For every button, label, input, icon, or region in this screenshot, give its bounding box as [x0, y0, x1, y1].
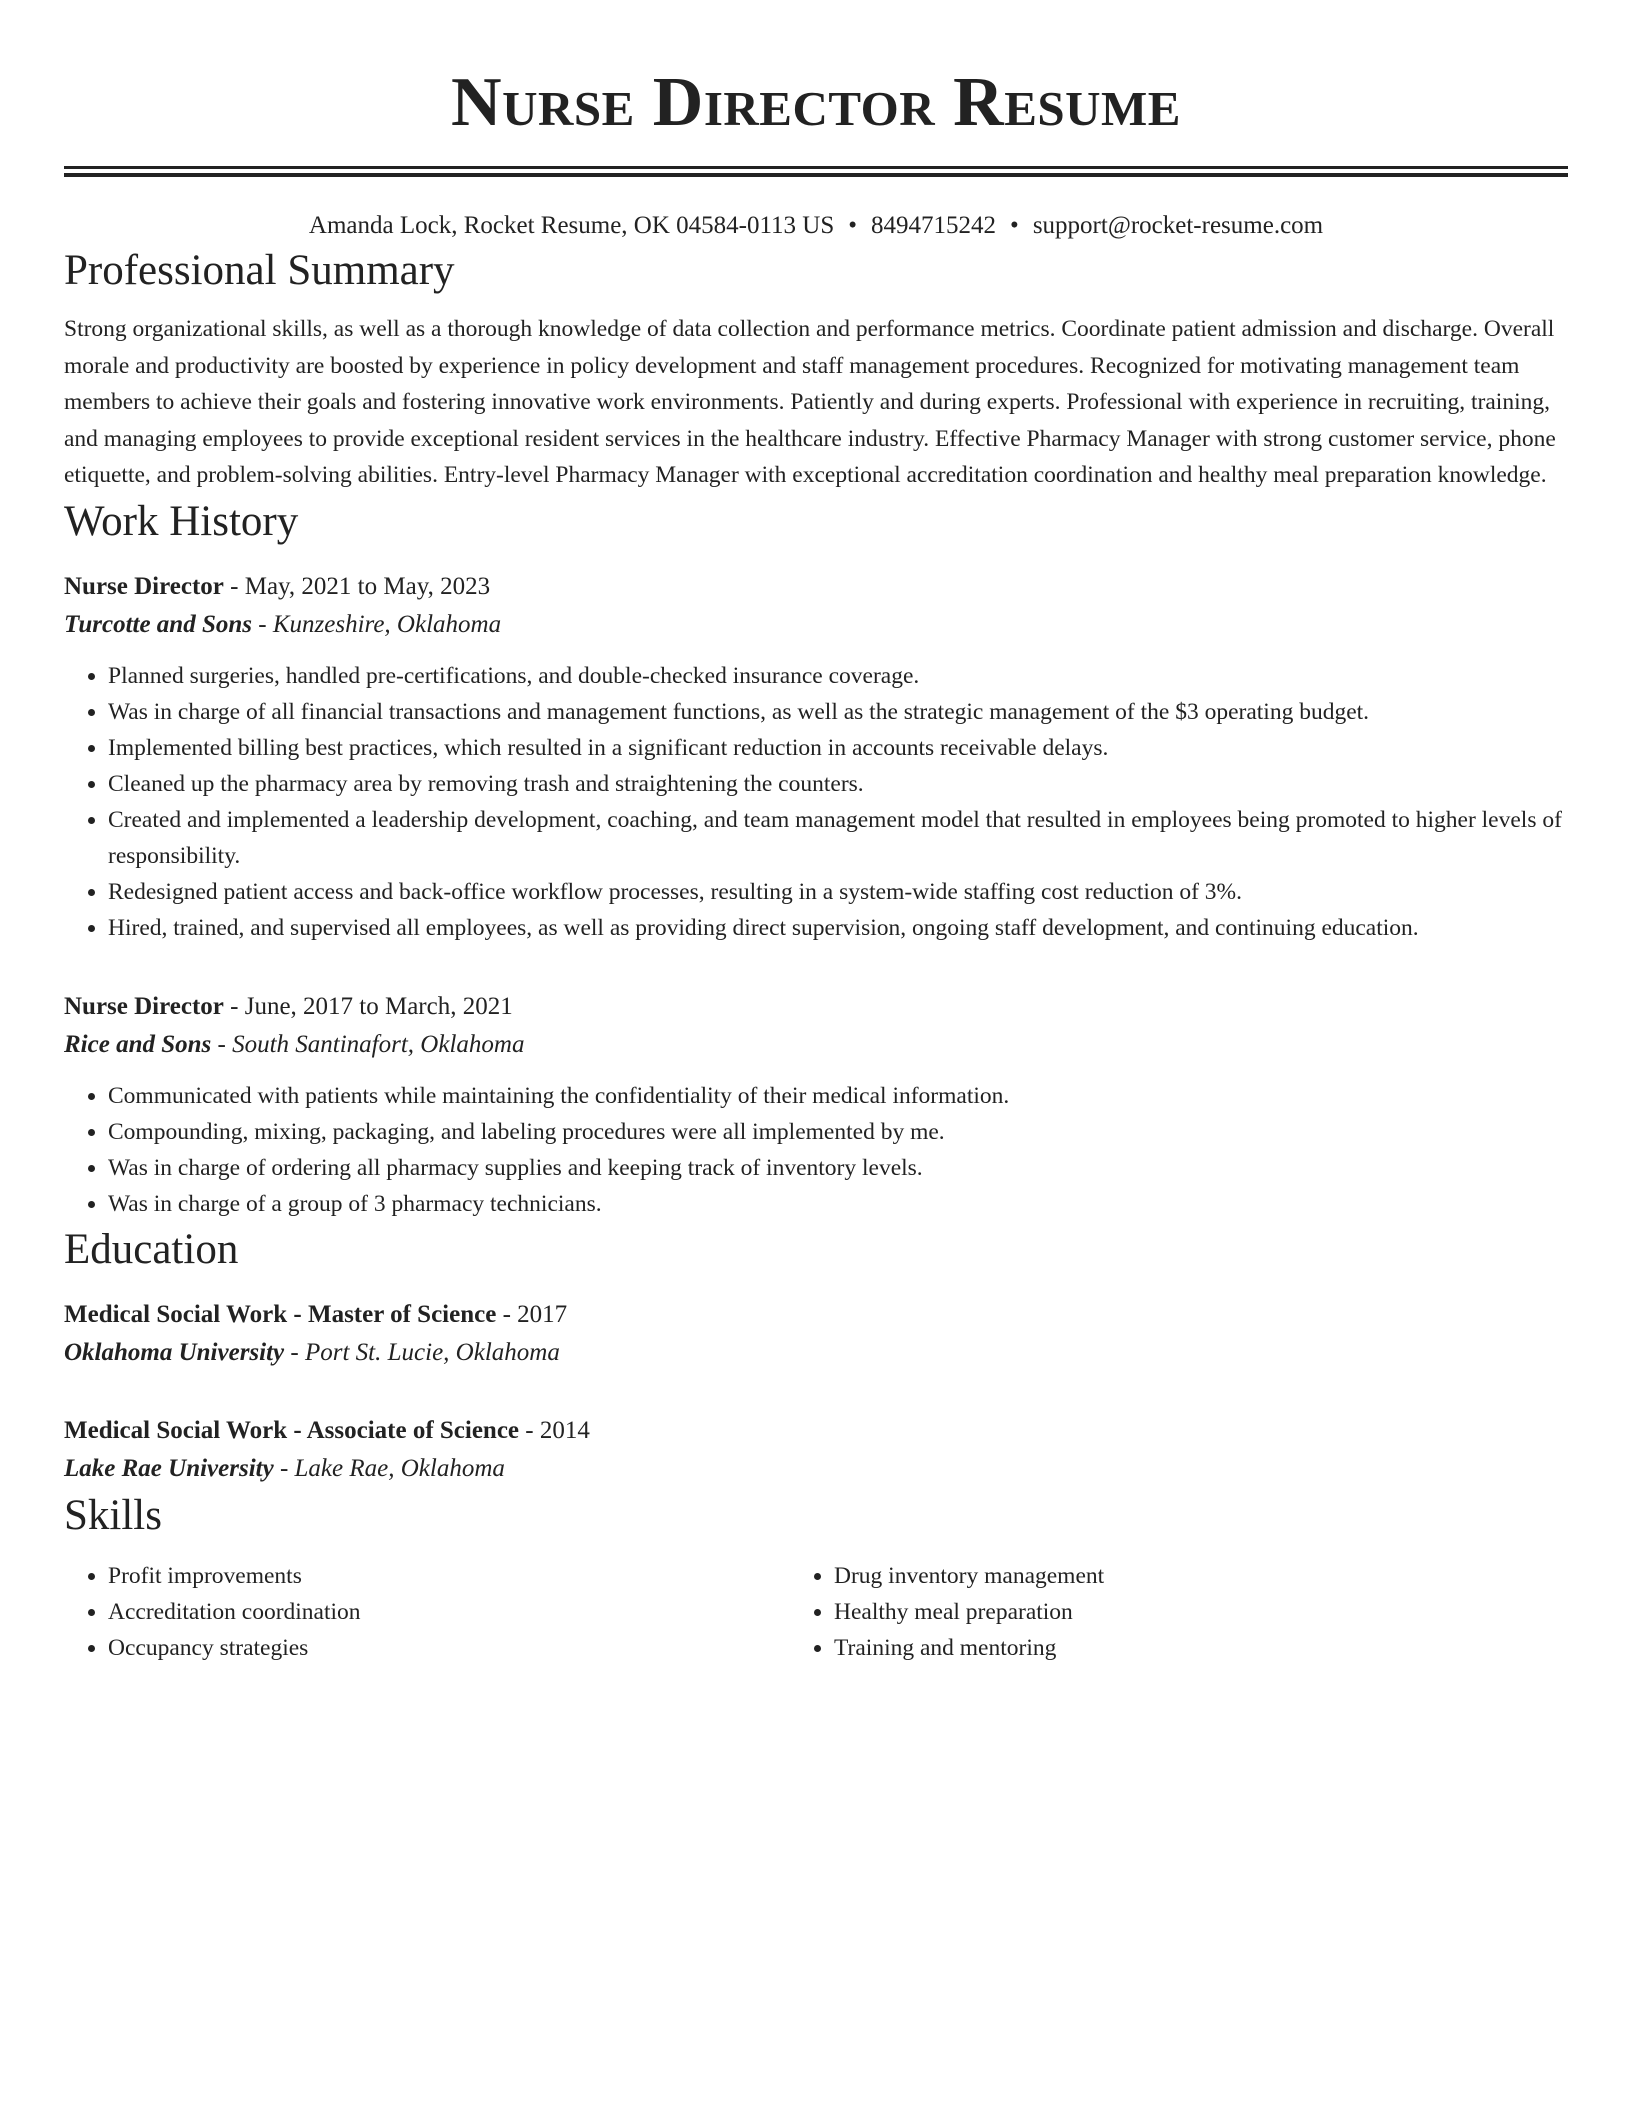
job-title-line [64, 988, 1568, 1026]
job-title: Nurse Director [64, 992, 224, 1020]
list-item: • Redesigned patient access and back-office workflow processes, resulting in a system-wide staffing cost reduction of 3%. [108, 874, 1568, 910]
degree-line [64, 1412, 1568, 1450]
work-history-heading: Work History [64, 497, 299, 545]
skill-item: • Training and mentoring [834, 1630, 1464, 1666]
job-duties-list [64, 658, 1568, 946]
job-company-line [64, 606, 1568, 644]
job-company: Turcotte and Sons [64, 610, 253, 638]
contact-line [64, 209, 1568, 243]
contact-email: support@rocket-resume.com [1032, 212, 1324, 239]
skill-item: • Accreditation coordination [108, 1594, 764, 1630]
contact-address: Amanda Lock, Rocket Resume, OK 04584-0113 US [308, 212, 835, 239]
list-item: • Created and implemented a leadership development, coaching, and team management model that resulted in employees being promoted to higher levels of responsibility. [108, 802, 1568, 874]
summary-text: Strong organizational skills, as well as a thorough knowledge of data collection and performance metrics. Coordinate patient admission and discharge. Overall morale and productivity are boosted by experience in policy development and staff management procedures. Recognized for motivating management team members to achieve their goals and fostering innovative work environments. Patiently and during experts. Professional with experience in recruiting, training, and managing employees to provide exceptional resident services in the healthcare industry. Effective Pharmacy Manager with strong customer service, phone etiquette, and problem-solving abilities. Entry-level Pharmacy Manager with exceptional accreditation coordination and healthy meal preparation knowledge. [64, 316, 1556, 488]
skills-column-left [64, 1558, 764, 1666]
degree: Medical Social Work - Associate of Science [64, 1416, 520, 1444]
list-item: • Planned surgeries, handled pre-certifications, and double-checked insurance coverage. [108, 658, 1568, 694]
school-line [64, 1450, 1568, 1488]
list-item: • Was in charge of ordering all pharmacy supplies and keeping track of inventory levels. [108, 1150, 1568, 1186]
skills-column-right [764, 1558, 1464, 1666]
job-dates: - May, 2021 to May, 2023 [223, 572, 491, 600]
list-item: • Communicated with patients while maintaining the confidentiality of their medical information. [108, 1078, 1568, 1114]
school-location: - Lake Rae, Oklahoma [273, 1454, 505, 1482]
contact-separator: • [848, 212, 858, 239]
job-title: Nurse Director [64, 572, 224, 600]
skill-item: • Drug inventory management [834, 1558, 1464, 1594]
job-title-line [64, 568, 1568, 606]
job-location: - Kunzeshire, Oklahoma [252, 610, 502, 638]
job-location: - South Santinafort, Oklahoma [211, 1030, 525, 1058]
skills-heading: Skills [64, 1491, 162, 1539]
skills-list [64, 1558, 1568, 1666]
list-item: • Cleaned up the pharmacy area by removing trash and straightening the counters. [108, 766, 1568, 802]
title-divider [64, 166, 1568, 177]
list-item: • Hired, trained, and supervised all employees, as well as providing direct supervision, ongoing staff development, and continuing education. [108, 910, 1568, 946]
list-item: • Was in charge of a group of 3 pharmacy technicians. [108, 1186, 1568, 1222]
skill-item: • Occupancy strategies [108, 1630, 764, 1666]
skill-item: • Healthy meal preparation [834, 1594, 1464, 1630]
job-entry [64, 568, 1568, 946]
degree-line [64, 1296, 1568, 1334]
job-duties-list [64, 1078, 1568, 1222]
education-entry [64, 1296, 1568, 1372]
school: Oklahoma University [64, 1338, 285, 1366]
school-line [64, 1334, 1568, 1372]
contact-phone: 8494715242 [871, 212, 997, 239]
degree-year: - 2017 [496, 1300, 568, 1328]
list-item: • Compounding, mixing, packaging, and labeling procedures were all implemented by me. [108, 1114, 1568, 1150]
job-entry [64, 988, 1568, 1222]
skill-item: • Profit improvements [108, 1558, 764, 1594]
degree-year: - 2014 [519, 1416, 590, 1444]
school: Lake Rae University [64, 1454, 274, 1482]
job-company: Rice and Sons [64, 1030, 212, 1058]
job-company-line [64, 1026, 1568, 1064]
education-heading: Education [64, 1225, 239, 1273]
education-entry [64, 1412, 1568, 1488]
resume-title: Nurse Director Resume [451, 64, 1181, 141]
job-dates: - June, 2017 to March, 2021 [223, 992, 513, 1020]
summary-heading: Professional Summary [64, 247, 455, 294]
school-location: - Port St. Lucie, Oklahoma [284, 1338, 560, 1366]
list-item: • Was in charge of all financial transactions and management functions, as well as the strategic management of the $3 operating budget. [108, 694, 1568, 730]
contact-separator: • [1010, 212, 1019, 239]
degree: Medical Social Work - Master of Science [64, 1300, 497, 1328]
list-item: • Implemented billing best practices, which resulted in a significant reduction in accounts receivable delays. [108, 730, 1568, 766]
